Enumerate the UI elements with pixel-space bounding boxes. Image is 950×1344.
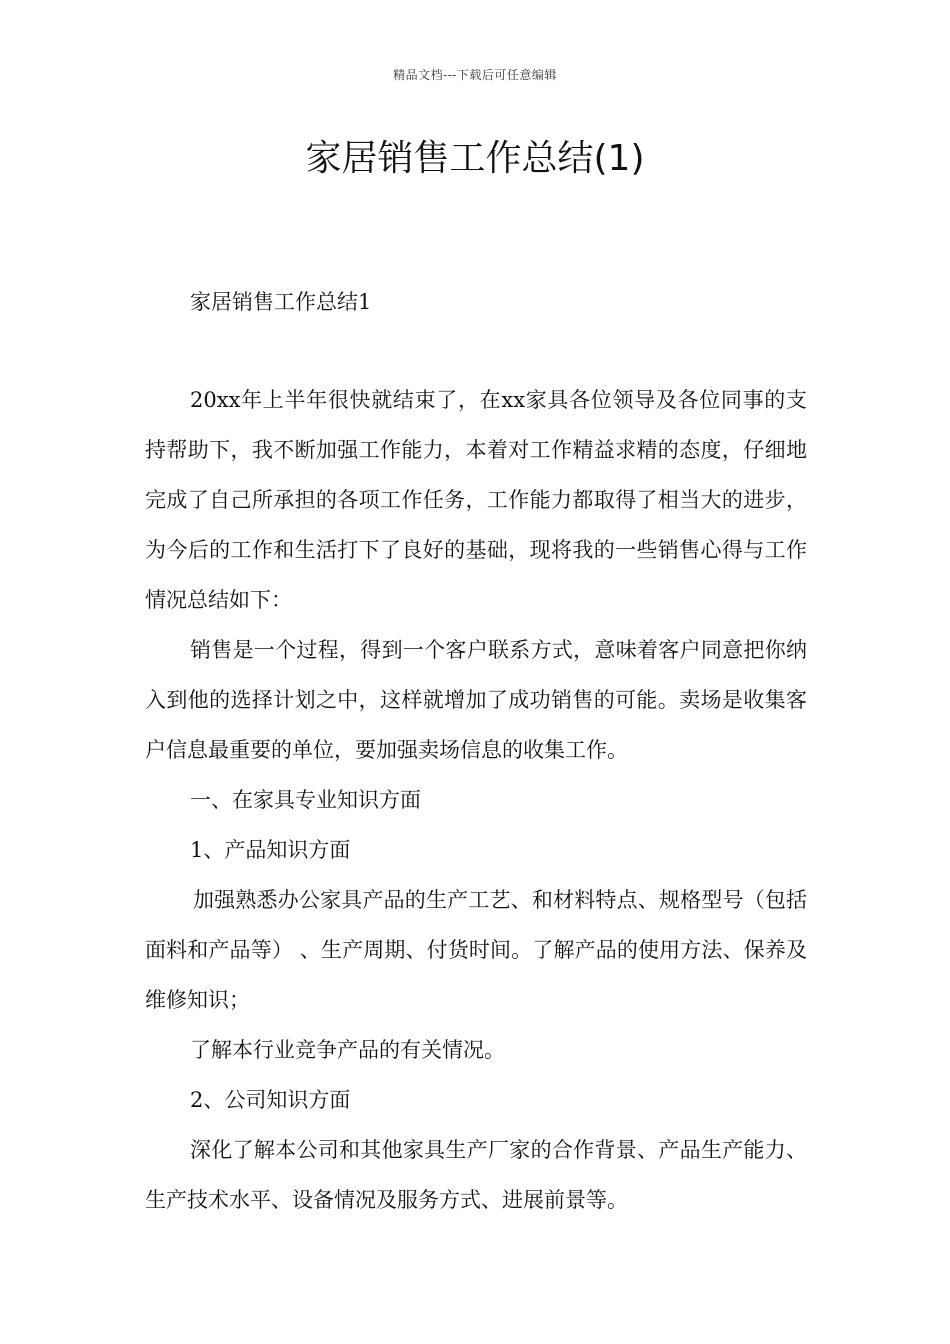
document-title: 家居销售工作总结(1) [305,138,645,179]
header-note: 精品文档---下载后可任意编辑 [393,68,557,82]
paragraph-company-knowledge: 深化了解本公司和其他家具生产厂家的合作背景、产品生产能力、生产技术水平、设备情况及服务方式、进展前景等。 [145,1138,807,1212]
paragraph-competition: 了解本行业竞争产品的有关情况。 [190,1038,505,1062]
paragraph-intro: 20xx年上半年很快就结束了，在xx家具各位领导及各位同事的支持帮助下，我不断加强工作能力，本着对工作精益求精的态度，仔细地完成了自己所承担的各项工作任务，工作能力都取得了相当大的进步，为今后的工作和生活打下了良好的基础，现将我的一些销售心得与工作情况总结如下： [145,388,807,612]
section-heading-knowledge: 一、在家具专业知识方面 [190,788,421,812]
subheading-product-knowledge: 1、产品知识方面 [190,838,351,862]
section-subtitle: 家居销售工作总结1 [190,290,372,314]
document-body [145,375,807,1225]
subheading-company-knowledge: 2、公司知识方面 [190,1088,351,1112]
paragraph-sales-process: 销售是一个过程，得到一个客户联系方式，意味着客户同意把你纳入到他的选择计划之中，这样就增加了成功销售的可能。卖场是收集客户信息最重要的单位，要加强卖场信息的收集工作。 [145,638,807,762]
paragraph-product-knowledge: 加强熟悉办公家具产品的生产工艺、和材料特点、规格型号（包括面料和产品等） 、生产周期、付货时间。了解产品的使用方法、保养及维修知识； [145,888,807,1012]
